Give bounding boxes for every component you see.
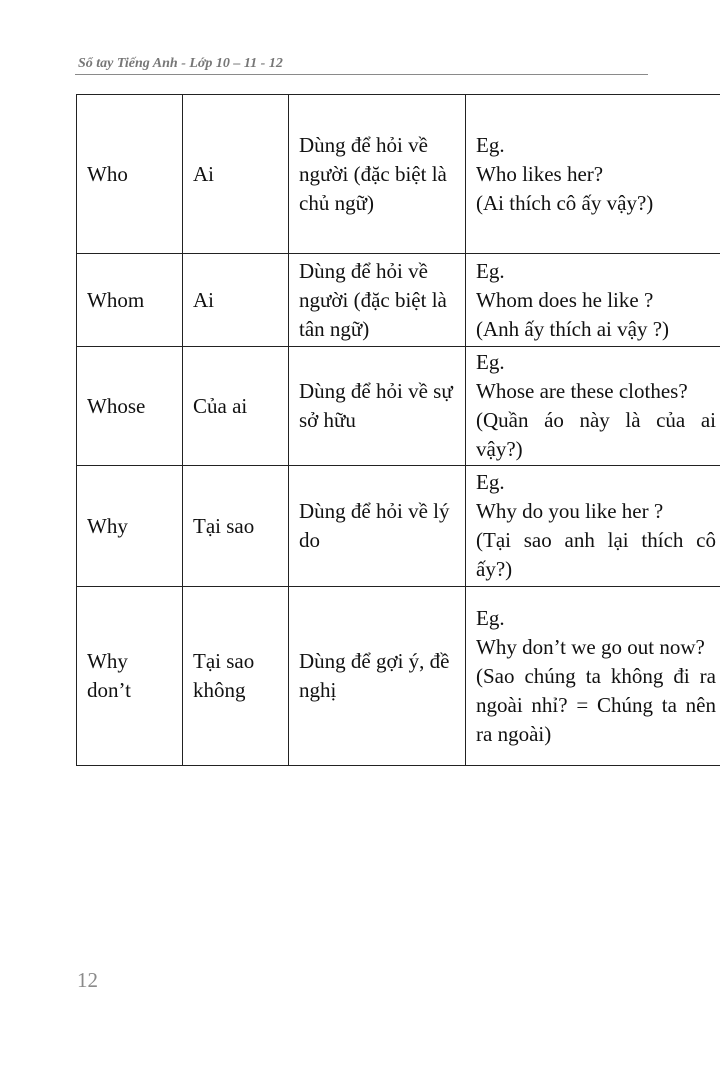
example-cell [466, 254, 720, 347]
question-word-cell: Who [77, 95, 183, 254]
meaning-cell: Ai [183, 254, 289, 347]
question-word-cell: Why [77, 466, 183, 587]
example-english: Who likes her? [476, 161, 604, 186]
table-row [77, 466, 720, 587]
usage-cell: Dùng để hỏi về sự sở hữu [289, 347, 466, 466]
example-english: Whose are these clothes? [476, 379, 688, 403]
example-english: Why do you like her ? [476, 499, 664, 523]
question-word-cell: Whom [77, 254, 183, 347]
example-cell [466, 587, 720, 766]
example-label: Eg. [476, 605, 505, 630]
question-words-table [76, 94, 720, 766]
meaning-cell: Của ai [183, 347, 289, 466]
example-vietnamese: (Ai thích cô ấy vậy?) [476, 190, 654, 215]
table-row [77, 254, 720, 347]
example-english: Why don’t we go out now? [476, 634, 705, 659]
usage-cell: Dùng để hỏi về người (đặc biệt là chủ ngữ) [289, 95, 466, 254]
meaning-cell: Ai [183, 95, 289, 254]
example-label: Eg. [476, 350, 505, 374]
table-row [77, 347, 720, 466]
example-label: Eg. [476, 132, 505, 157]
example-label: Eg. [476, 470, 505, 494]
meaning-cell: Tại sao không [183, 587, 289, 766]
usage-cell: Dùng để hỏi về lý do [289, 466, 466, 587]
example-vietnamese: (Tại sao anh lại thích cô ấy?) [476, 528, 716, 581]
page-number: 12 [77, 968, 98, 992]
table-row [77, 587, 720, 766]
running-header: Sổ tay Tiếng Anh - Lớp 10 – 11 - 12 [78, 56, 283, 71]
table-row [77, 95, 720, 254]
question-word-cell: Whose [77, 347, 183, 466]
example-vietnamese: (Anh ấy thích ai vậy ?) [476, 316, 670, 341]
header-divider [75, 74, 648, 75]
example-vietnamese: (Sao chúng ta không đi ra ngoài nhỉ? = Chúng ta nên ra ngoài) [476, 663, 716, 746]
example-cell [466, 347, 720, 466]
example-label: Eg. [476, 258, 505, 283]
example-cell [466, 466, 720, 587]
meaning-cell: Tại sao [183, 466, 289, 587]
usage-cell: Dùng để hỏi về người (đặc biệt là tân ngữ) [289, 254, 466, 347]
example-vietnamese: (Quần áo này là của ai vậy?) [476, 408, 716, 461]
question-word-cell: Why don’t [77, 587, 183, 766]
example-english: Whom does he like ? [476, 287, 654, 312]
usage-cell: Dùng để gợi ý, đề nghị [289, 587, 466, 766]
example-cell [466, 95, 720, 254]
